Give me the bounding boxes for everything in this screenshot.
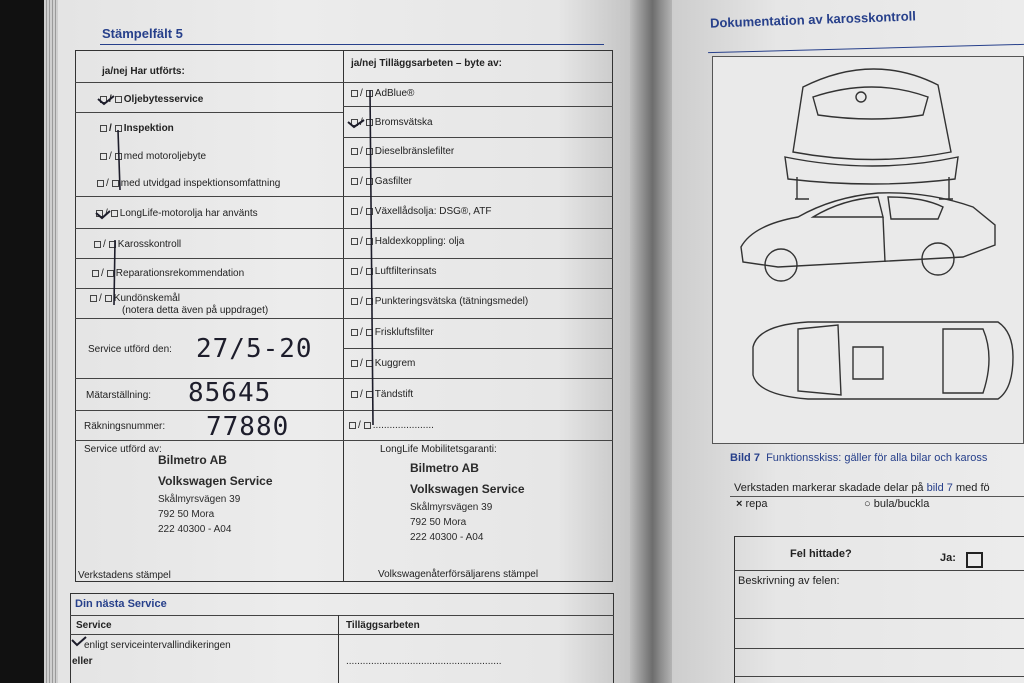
customer-request-note: (notera detta även på uppdraget)	[122, 305, 269, 316]
figure-caption: Bild 7 Funktionsskiss: gäller för alla bilar och kaross	[730, 452, 988, 464]
table-rule	[730, 496, 1024, 497]
extra-item-diesel-filter[interactable]: / Dieselbränslefilter	[351, 146, 454, 157]
extra-item-timing-belt[interactable]: / Kuggrem	[351, 358, 415, 369]
table-rule	[70, 615, 614, 616]
extra-item-gearbox-oil[interactable]: / Växellådsolja: DSG®, ATF	[351, 206, 491, 217]
longlife-guarantee-label: LongLife Mobilitetsgaranti:	[380, 444, 497, 455]
car-sketch	[713, 57, 1024, 445]
table-rule	[734, 676, 1024, 677]
marking-instruction: Verkstaden markerar skadade delar på bild 7 med fö	[734, 482, 990, 494]
next-service-col-header: Service	[76, 620, 112, 631]
extra-item-tyre-sealant[interactable]: / Punkteringsvätska (tätningsmedel)	[351, 296, 528, 307]
check-item-repair-recommendation[interactable]: / Reparationsrekommendation	[92, 268, 244, 279]
fault-found-label: Fel hittade?	[790, 548, 852, 560]
extra-item-air-filter[interactable]: / Luftfilterinsats	[351, 266, 436, 277]
next-service-indicator-text: enligt serviceintervallindikeringen	[84, 640, 231, 651]
odometer-value: 85645	[188, 378, 272, 408]
dealer-stamp: Bilmetro AB Volkswagen Service Skålmyrsvägen 39 792 50 Mora 222 40300 - A04	[410, 461, 525, 543]
check-item-customer-request[interactable]: / Kundönskemål	[90, 293, 180, 304]
table-rule	[734, 618, 1024, 619]
car-diagram-box	[712, 56, 1024, 444]
workshop-stamp: Bilmetro AB Volkswagen Service Skålmyrsvägen 39 792 50 Mora 222 40300 - A04	[158, 453, 273, 535]
service-date-value: 27/5-20	[196, 334, 313, 364]
next-extra-work-col-header: Tilläggsarbeten	[346, 620, 420, 631]
extra-item-haldex-oil[interactable]: / Haldexkoppling: olja	[351, 236, 464, 247]
cross-icon: ×	[736, 498, 743, 510]
check-item-oil-change[interactable]: / med motoroljebyte	[100, 151, 206, 162]
performed-by-label: Service utförd av:	[84, 444, 162, 455]
yes-checkbox[interactable]	[966, 552, 983, 568]
next-service-title: Din nästa Service	[75, 598, 167, 610]
done-column-header: ja/nej Har utförts:	[102, 66, 185, 77]
check-item-extended-inspection[interactable]: / med utvidgad inspektionsomfattning	[97, 178, 280, 189]
description-label: Beskrivning av felen:	[738, 575, 840, 587]
table-rule	[734, 570, 1024, 571]
yes-label: Ja:	[940, 552, 956, 564]
invoice-value: 77880	[206, 412, 290, 442]
odometer-label: Mätarställning:	[86, 390, 152, 401]
check-item-longlife-oil[interactable]: / LongLife-motorolja har använts	[96, 208, 258, 219]
extra-work-column-header: ja/nej Tilläggsarbeten – byte av:	[351, 58, 502, 69]
stamp-field-title: Stämpelfält 5	[102, 26, 183, 41]
table-rule	[734, 648, 1024, 649]
table-rule	[70, 634, 614, 635]
extra-item-adblue[interactable]: / AdBlue®	[351, 88, 414, 99]
workshop-stamp-label: Verkstadens stämpel	[78, 570, 171, 581]
extra-item-gas-filter[interactable]: / Gasfilter	[351, 176, 412, 187]
table-column-divider	[338, 615, 339, 683]
car-top-view-icon	[753, 322, 1013, 399]
car-side-view-icon	[741, 193, 995, 281]
extra-item-cabin-filter[interactable]: / Friskluftsfilter	[351, 327, 434, 338]
extra-item-other[interactable]: / ......................	[349, 420, 434, 431]
legend-dent: ○ bula/buckla	[864, 498, 930, 510]
circle-icon: ○	[864, 498, 871, 510]
check-item-body-check[interactable]: / Karosskontroll	[94, 239, 181, 250]
service-date-label: Service utförd den:	[88, 344, 172, 355]
invoice-label: Räkningsnummer:	[84, 421, 166, 432]
next-extra-work-dots: ........................................................	[346, 656, 502, 667]
legend-scratch: × repa	[736, 498, 768, 510]
check-item-inspection[interactable]: / Inspektion	[100, 123, 174, 134]
car-rear-view-icon	[785, 69, 958, 199]
next-service-or-text: eller	[72, 656, 93, 667]
extra-item-brake-fluid[interactable]: / Bromsvätska	[351, 117, 433, 128]
dealer-stamp-label: Volkswagenåterförsäljarens stämpel	[378, 569, 539, 580]
extra-item-spark-plugs[interactable]: / Tändstift	[351, 389, 413, 400]
body-check-title: Dokumentation av karosskontroll	[709, 8, 917, 31]
check-item-oil-service[interactable]: / Oljebytesservice	[100, 94, 203, 105]
